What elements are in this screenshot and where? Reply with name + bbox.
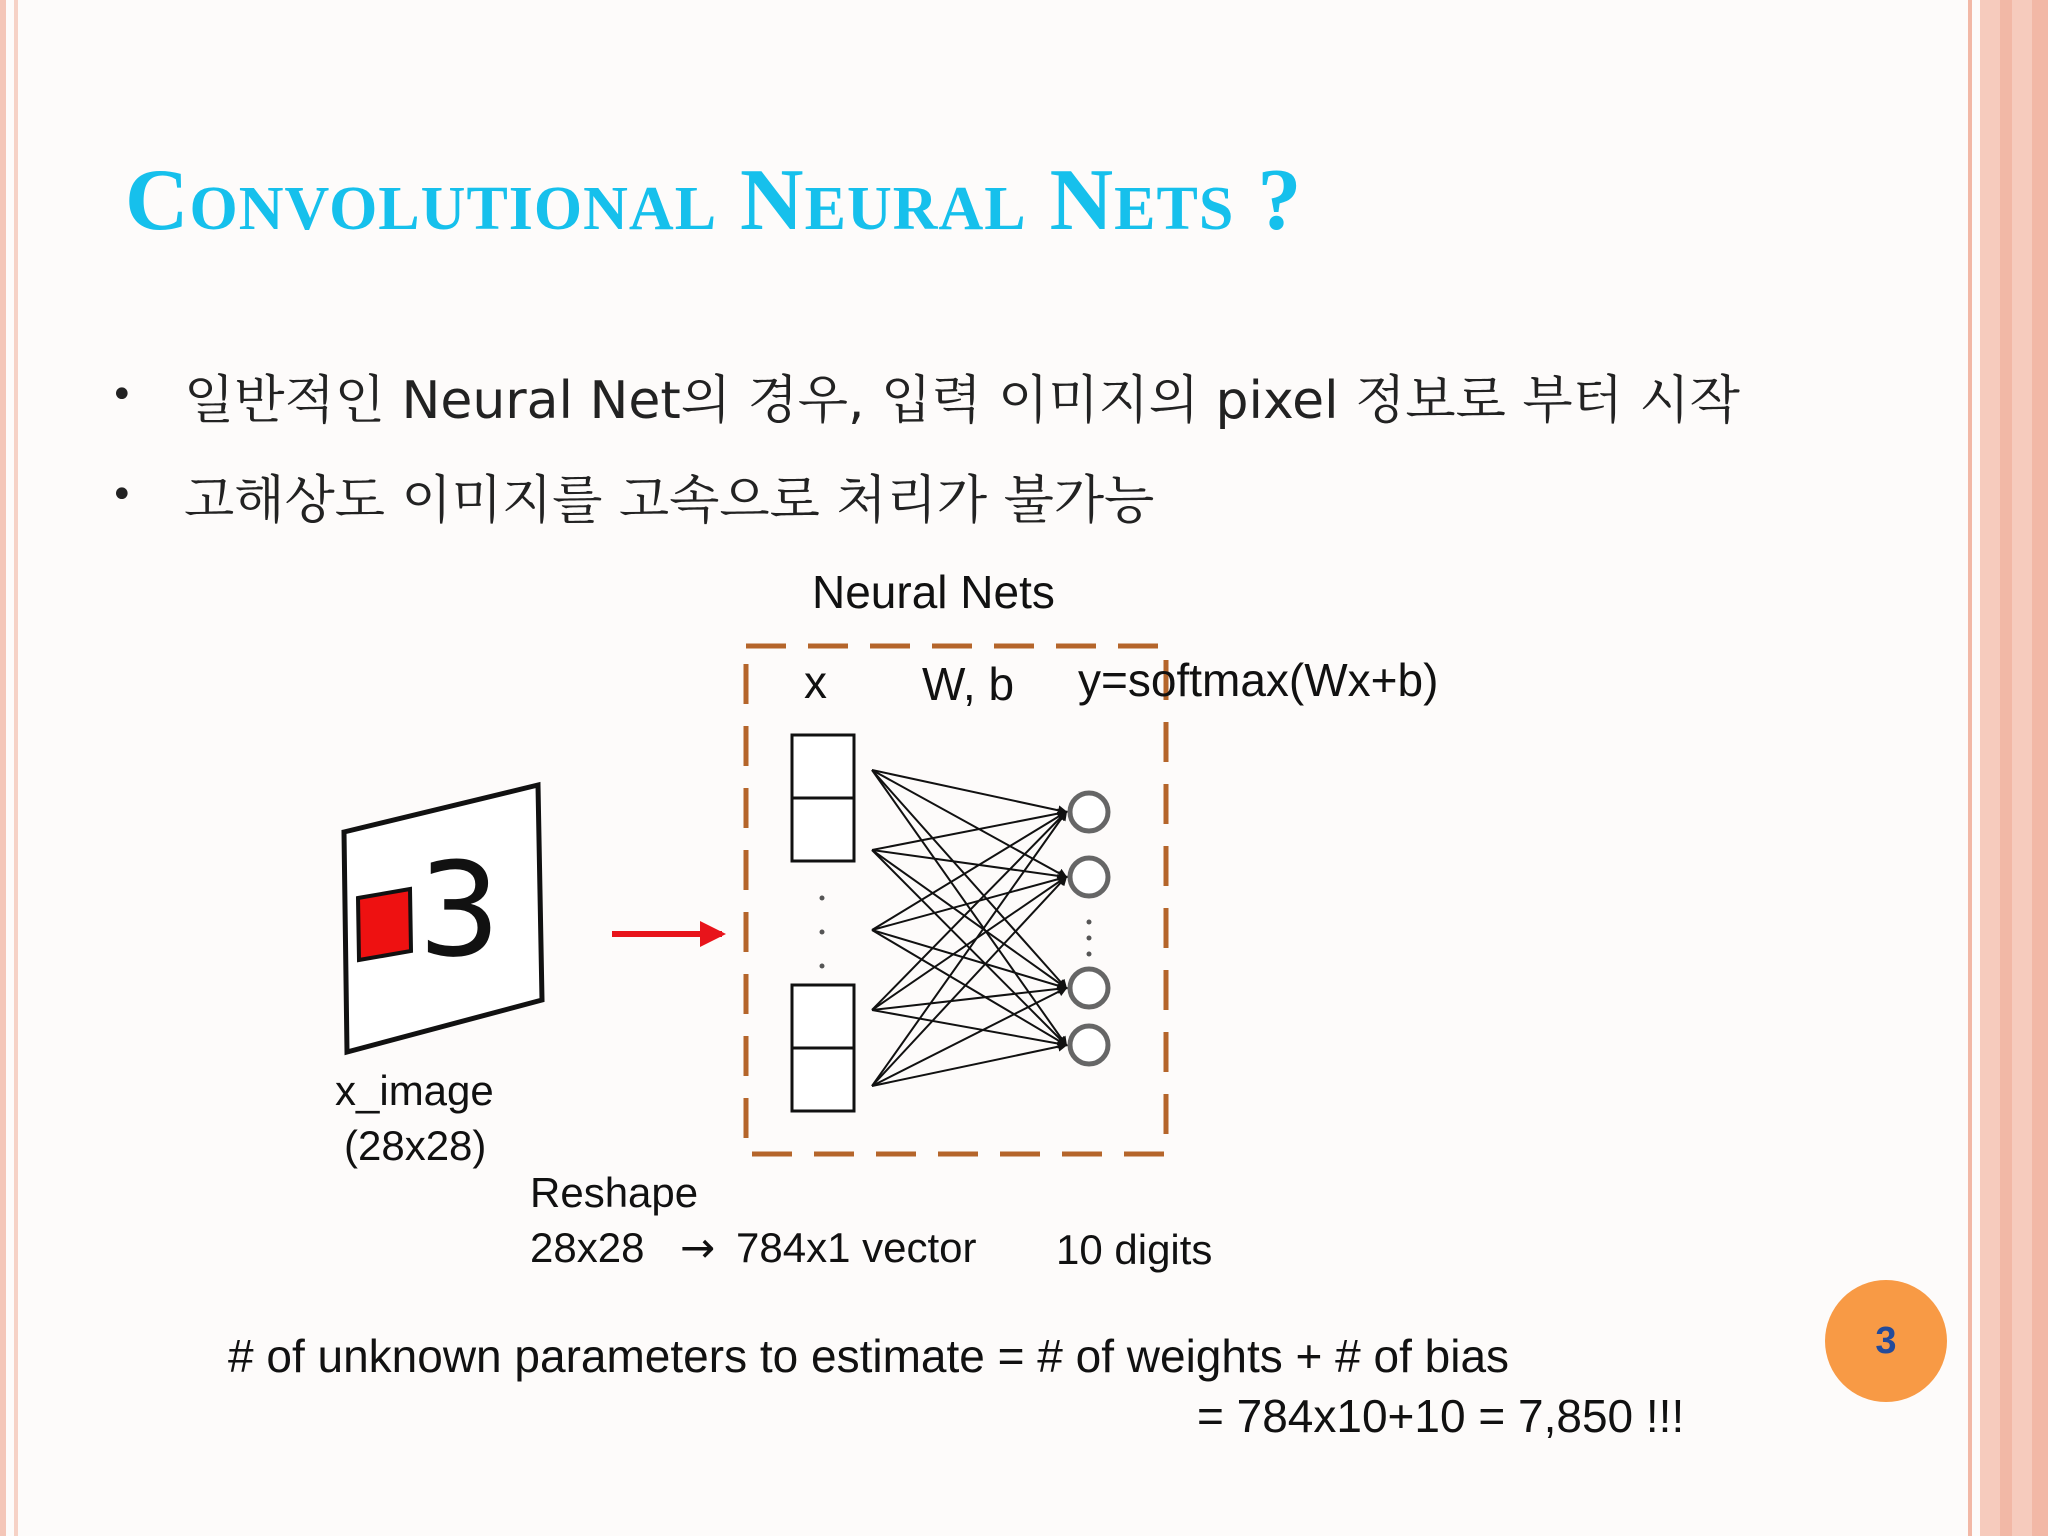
image-label: x_image [335,1067,494,1114]
output-formula-label: y=softmax(Wx+b) [1078,654,1439,706]
reshape-title: Reshape [530,1169,699,1216]
input-vector-bottom [792,985,854,1111]
parameter-count-line2: = 784x10+10 = 7,850 !!! [1197,1390,1685,1442]
output-neuron [1070,858,1108,896]
page-number-badge: 3 [1825,1280,1947,1402]
output-neurons [1070,793,1108,1064]
output-count-label: 10 digits [1056,1226,1213,1273]
bullet-dot-icon: • [110,372,134,418]
weight-connection [872,770,1066,812]
weight-connection [872,877,1066,930]
weight-connection [872,770,1066,877]
output-neuron [1070,969,1108,1007]
input-vector-top [792,735,854,861]
image-size-label: (28x28) [344,1122,487,1169]
bullet-text: 일반적인 Neural Net의 경우, 입력 이미지의 pixel 정보로 부터 시작 [184,370,1740,431]
weight-connections [872,770,1066,1086]
output-neuron [1070,793,1108,831]
parameter-count-line1: # of unknown parameters to estimate = # of weights + # of bias [228,1330,1510,1382]
input-ellipsis [820,896,825,969]
slide-title: Convolutional Neural Nets ? [125,152,1303,249]
reshape-from: 28x28 [530,1224,645,1271]
output-ellipsis [1087,920,1092,957]
weight-connection [872,877,1066,1010]
receptive-field-marker [358,889,411,960]
reshape-arrow-glyph: → [680,1223,716,1272]
input-x-label: x [804,656,827,708]
output-neuron [1070,1026,1108,1064]
bullet-text: 고해상도 이미지를 고속으로 처리가 불가능 [184,470,1155,531]
bullet-dot-icon: • [110,472,134,518]
neural-nets-heading: Neural Nets [812,566,1055,618]
weights-label: W, b [922,658,1015,710]
reshape-to: 784x1 vector [736,1224,977,1271]
weight-connection [872,988,1066,1010]
weight-connection [872,1045,1066,1086]
image-digit: 3 [418,834,501,986]
weight-connection [872,812,1066,850]
weight-connection [872,988,1066,1086]
